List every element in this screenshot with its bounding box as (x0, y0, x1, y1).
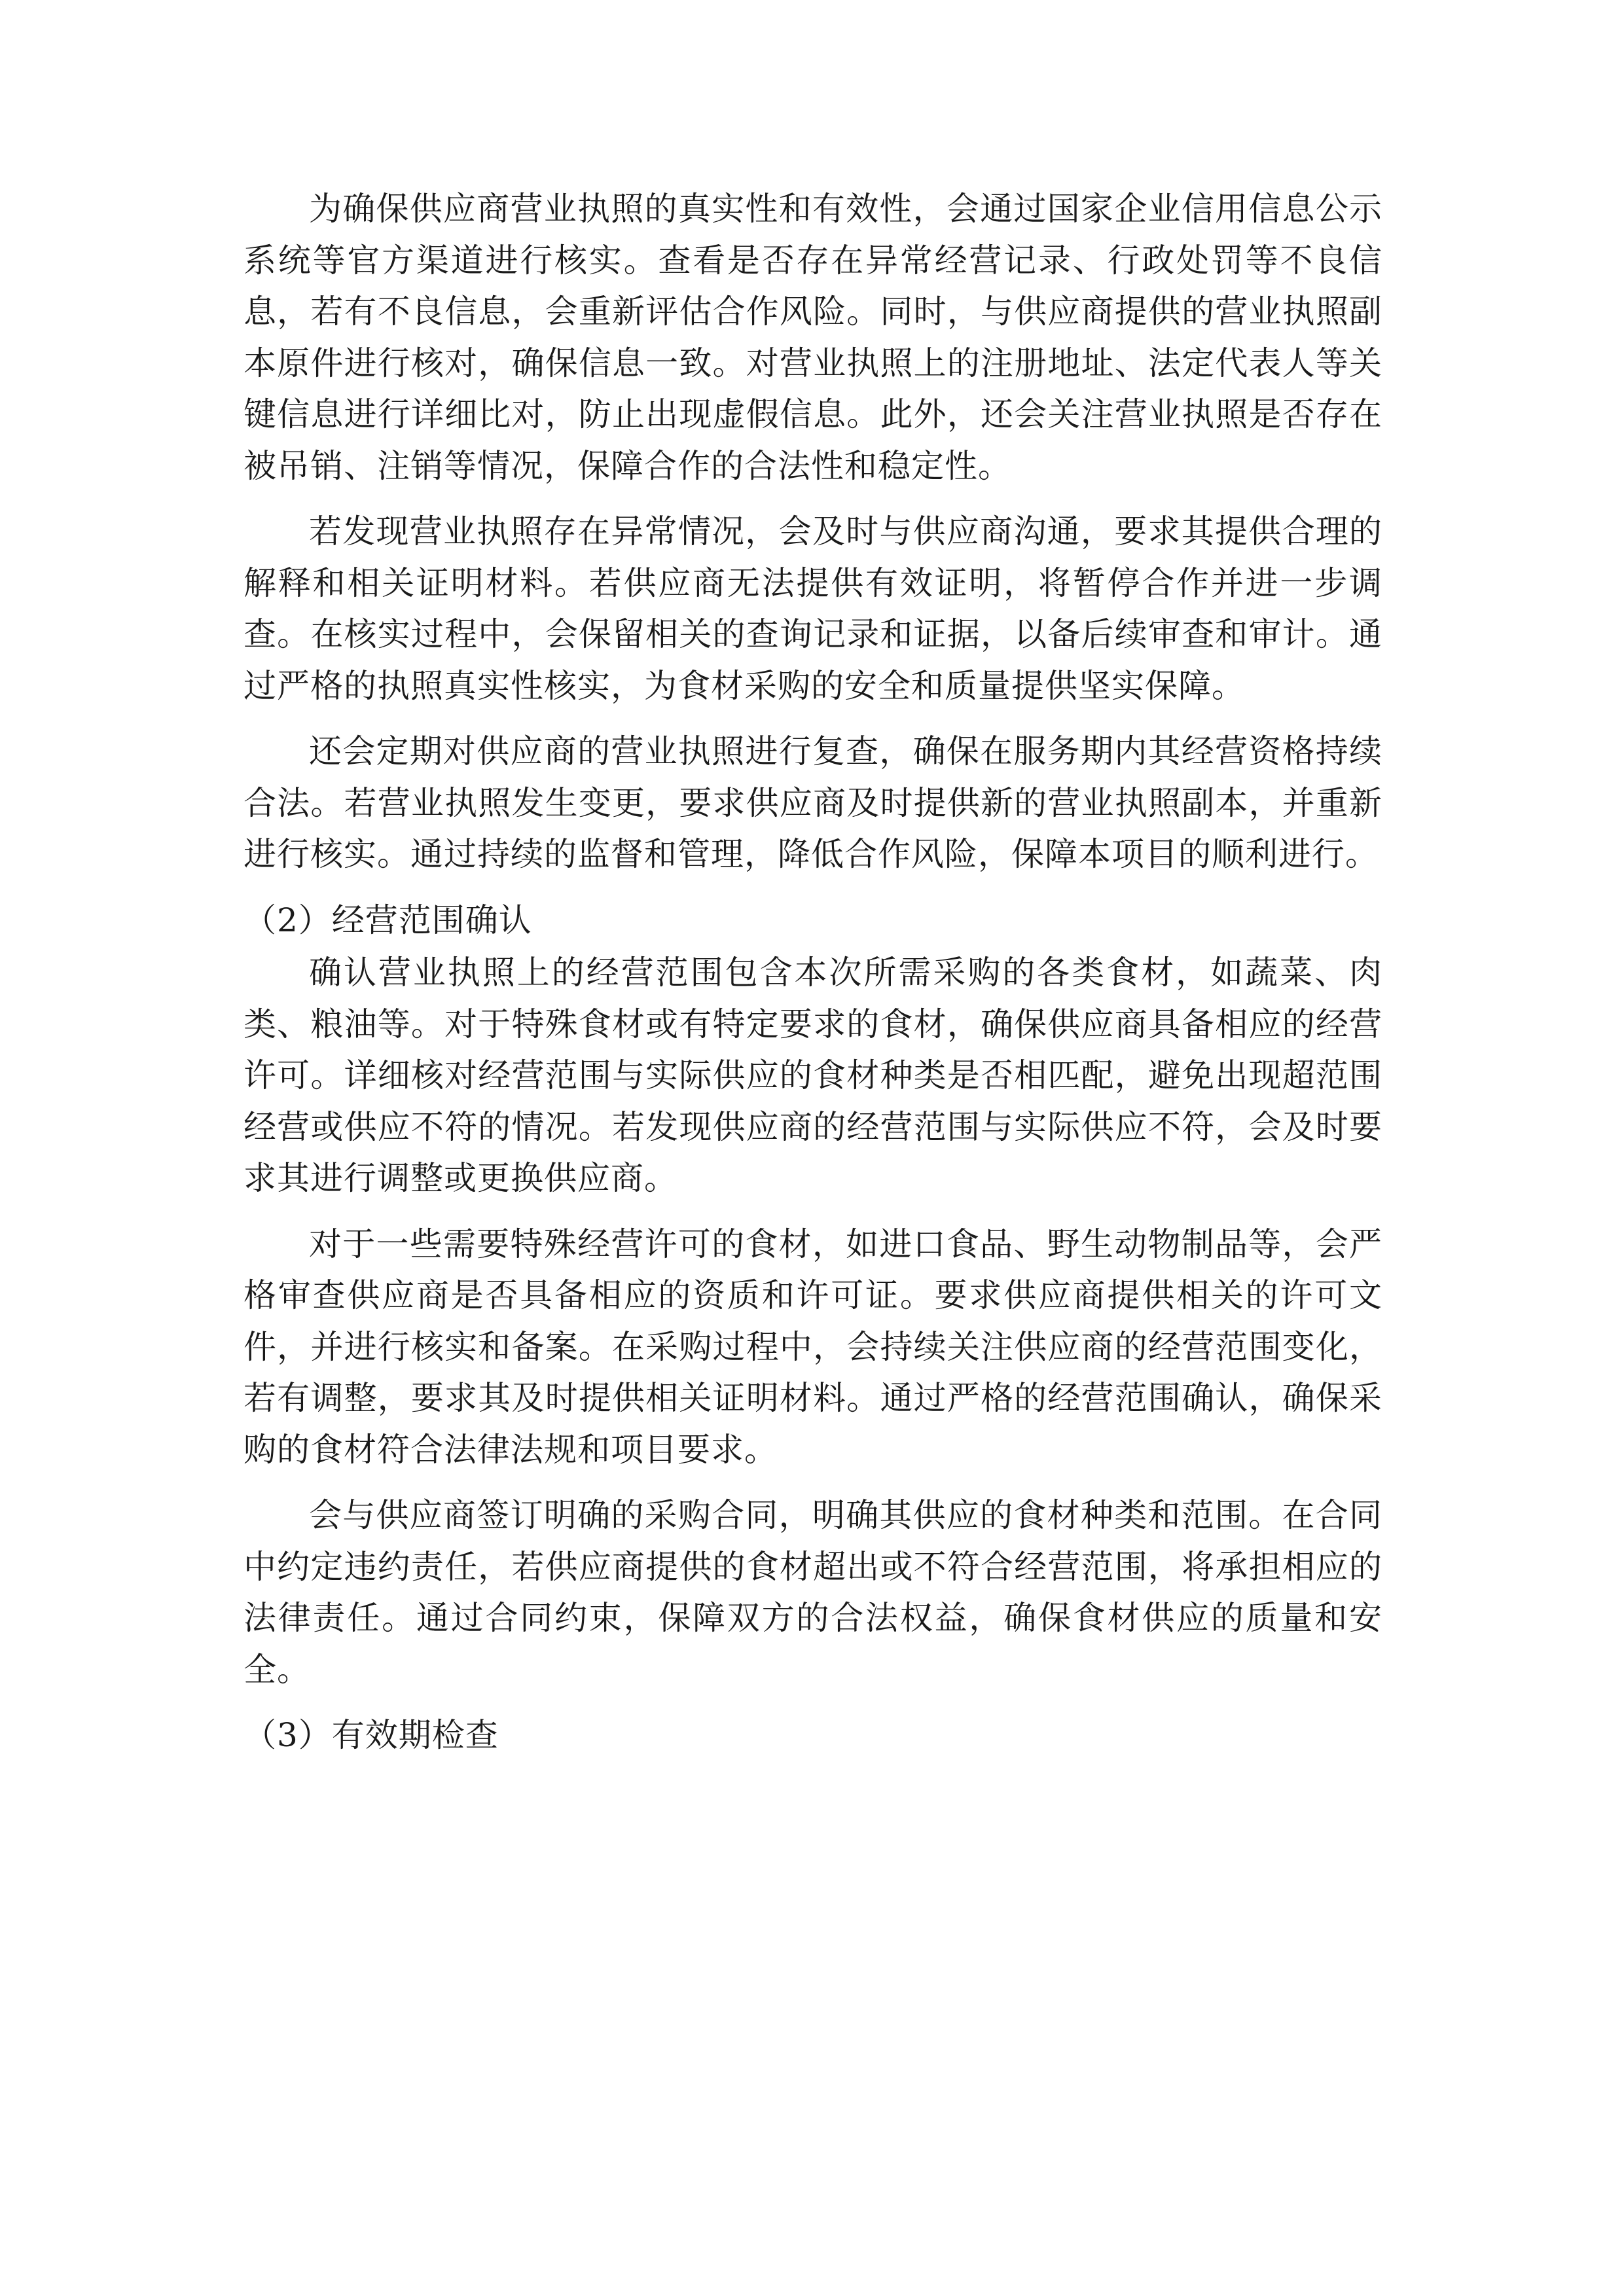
section-heading-business-scope: （2）经营范围确认 (244, 901, 532, 939)
paragraph-special-permits: 对于一些需要特殊经营许可的食材，如进口食品、野生动物制品等，会严格审查供应商是否具备相应的资质和许可证。要求供应商提供相关的许可文件，并进行核实和备案。在采购过程中，会持续关注供应商的经营范围变化，若有调整，要求其及时提供相关证明材料。通过严格的经营范围确认，确保采购的食材符合法律法规和项目要求。 (244, 1225, 1382, 1469)
paragraph-scope-confirmation: 确认营业执照上的经营范围包含本次所需采购的各类食材，如蔬菜、肉类、粮油等。对于特殊食材或有特定要求的食材，确保供应商具备相应的经营许可。详细核对经营范围与实际供应的食材种类是否相匹配，避免出现超范围经营或供应不符的情况。若发现供应商的经营范围与实际供应不符，会及时要求其进行调整或更换供应商。 (244, 954, 1382, 1197)
paragraph-contract: 会与供应商签订明确的采购合同，明确其供应的食材种类和范围。在合同中约定违约责任，若供应商提供的食材超出或不符合经营范围，将承担相应的法律责任。通过合同约束，保障双方的合法权益，确保食材供应的质量和安全。 (244, 1496, 1382, 1689)
paragraph-license-verification: 为确保供应商营业执照的真实性和有效性，会通过国家企业信用信息公示系统等官方渠道进行核实。查看是否存在异常经营记录、行政处罚等不良信息，若有不良信息，会重新评估合作风险。同时，与供应商提供的营业执照副本原件进行核对，确保信息一致。对营业执照上的注册地址、法定代表人等关键信息进行详细比对，防止出现虚假信息。此外，还会关注营业执照是否存在被吊销、注销等情况，保障合作的合法性和稳定性。 (244, 190, 1382, 485)
document-page (244, 183, 1382, 1763)
paragraph-periodic-review: 还会定期对供应商的营业执照进行复查，确保在服务期内其经营资格持续合法。若营业执照发生变更，要求供应商及时提供新的营业执照副本，并重新进行核实。通过持续的监督和管理，降低合作风险，保障本项目的顺利进行。 (244, 732, 1382, 873)
section-heading-validity-check: （3）有效期检查 (244, 1716, 499, 1754)
paragraph-abnormal-handling: 若发现营业执照存在异常情况，会及时与供应商沟通，要求其提供合理的解释和相关证明材料。若供应商无法提供有效证明，将暂停合作并进一步调查。在核实过程中，会保留相关的查询记录和证据，以备后续审查和审计。通过严格的执照真实性核实，为食材采购的安全和质量提供坚实保障。 (244, 512, 1382, 705)
